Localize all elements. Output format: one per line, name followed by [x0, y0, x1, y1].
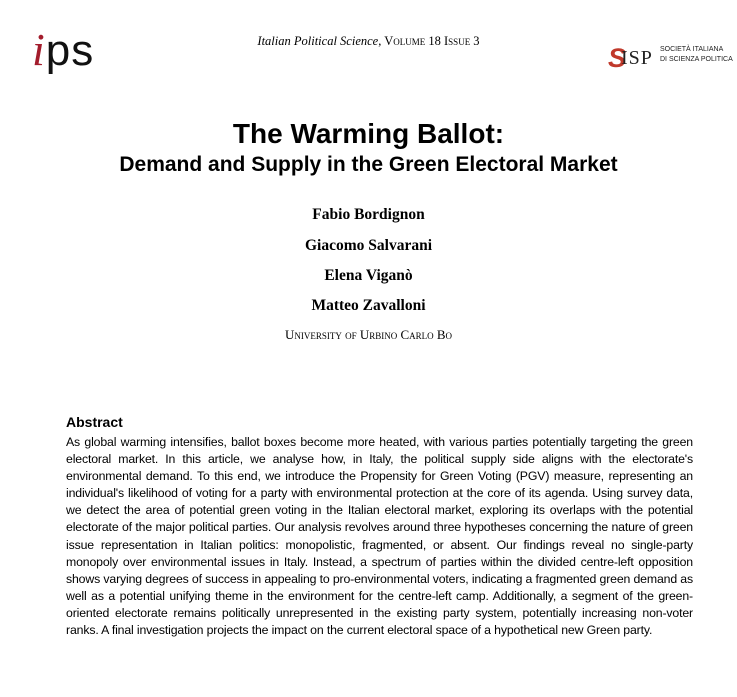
- sisp-letters: ISP: [621, 47, 653, 69]
- author-name: Elena Viganò: [324, 267, 413, 284]
- author-name: Matteo Zavalloni: [311, 297, 426, 314]
- abstract-text: As global warming intensifies, ballot boxes become more heated, with various parties potentially targeting the green electoral market. In this article, we analyse how, in Italy, the political supply side aligns with the electorate's environmental demand. To this end, we introduce the Propensity for Green Voting (PGV) measure, representing an individual's likelihood of voting for a party with environmental protection at the core of its agenda. Using survey data, we detect the area of potential green voting in the Italian electoral market, exploring its overlaps with the potential electorate of the major political parties. Our analysis revolves around three hypotheses concerning the nature of green issue representation in Italian politics: monopolistic, fragmented, or absent. Our findings reveal no single-party monopoly over environmental issues in Italy. Instead, a spectrum of parties within the divided centre-left opposition shows varying degrees of success in appealing to pro-environmental voters, indicating a fragmented green demand as well as a potential unifying theme in the environment for the centre-left camp. Additionally, a segment of the green-oriented electorate remains politically unrepresented in the existing party system, potentially increasing non-voter ranks. A final investigation projects the impact on the current electoral space of a hypothetical new Green party.: [66, 435, 693, 638]
- sisp-subtitle: [660, 45, 733, 65]
- journal-volume: , Volume 18 Issue 3: [378, 34, 480, 48]
- author-name: Fabio Bordignon: [312, 206, 425, 223]
- paper-title: The Warming Ballot:: [232, 118, 505, 149]
- abstract-heading: Abstract: [66, 414, 123, 430]
- affiliation: University of Urbino Carlo Bo: [284, 327, 453, 342]
- sisp-logo: [608, 43, 733, 73]
- logo-i: i: [32, 24, 46, 75]
- sisp-mark: S: [608, 43, 627, 73]
- sisp-line1: SOCIETÀ ITALIANA: [660, 46, 724, 53]
- logo-ps: ps: [45, 26, 95, 75]
- sisp-line2: DI SCIENZA POLITICA: [660, 56, 733, 63]
- paper-subtitle: Demand and Supply in the Green Electoral Market: [119, 153, 618, 176]
- journal-name: Italian Political Science: [257, 34, 379, 48]
- author-name: Giacomo Salvarani: [304, 237, 432, 254]
